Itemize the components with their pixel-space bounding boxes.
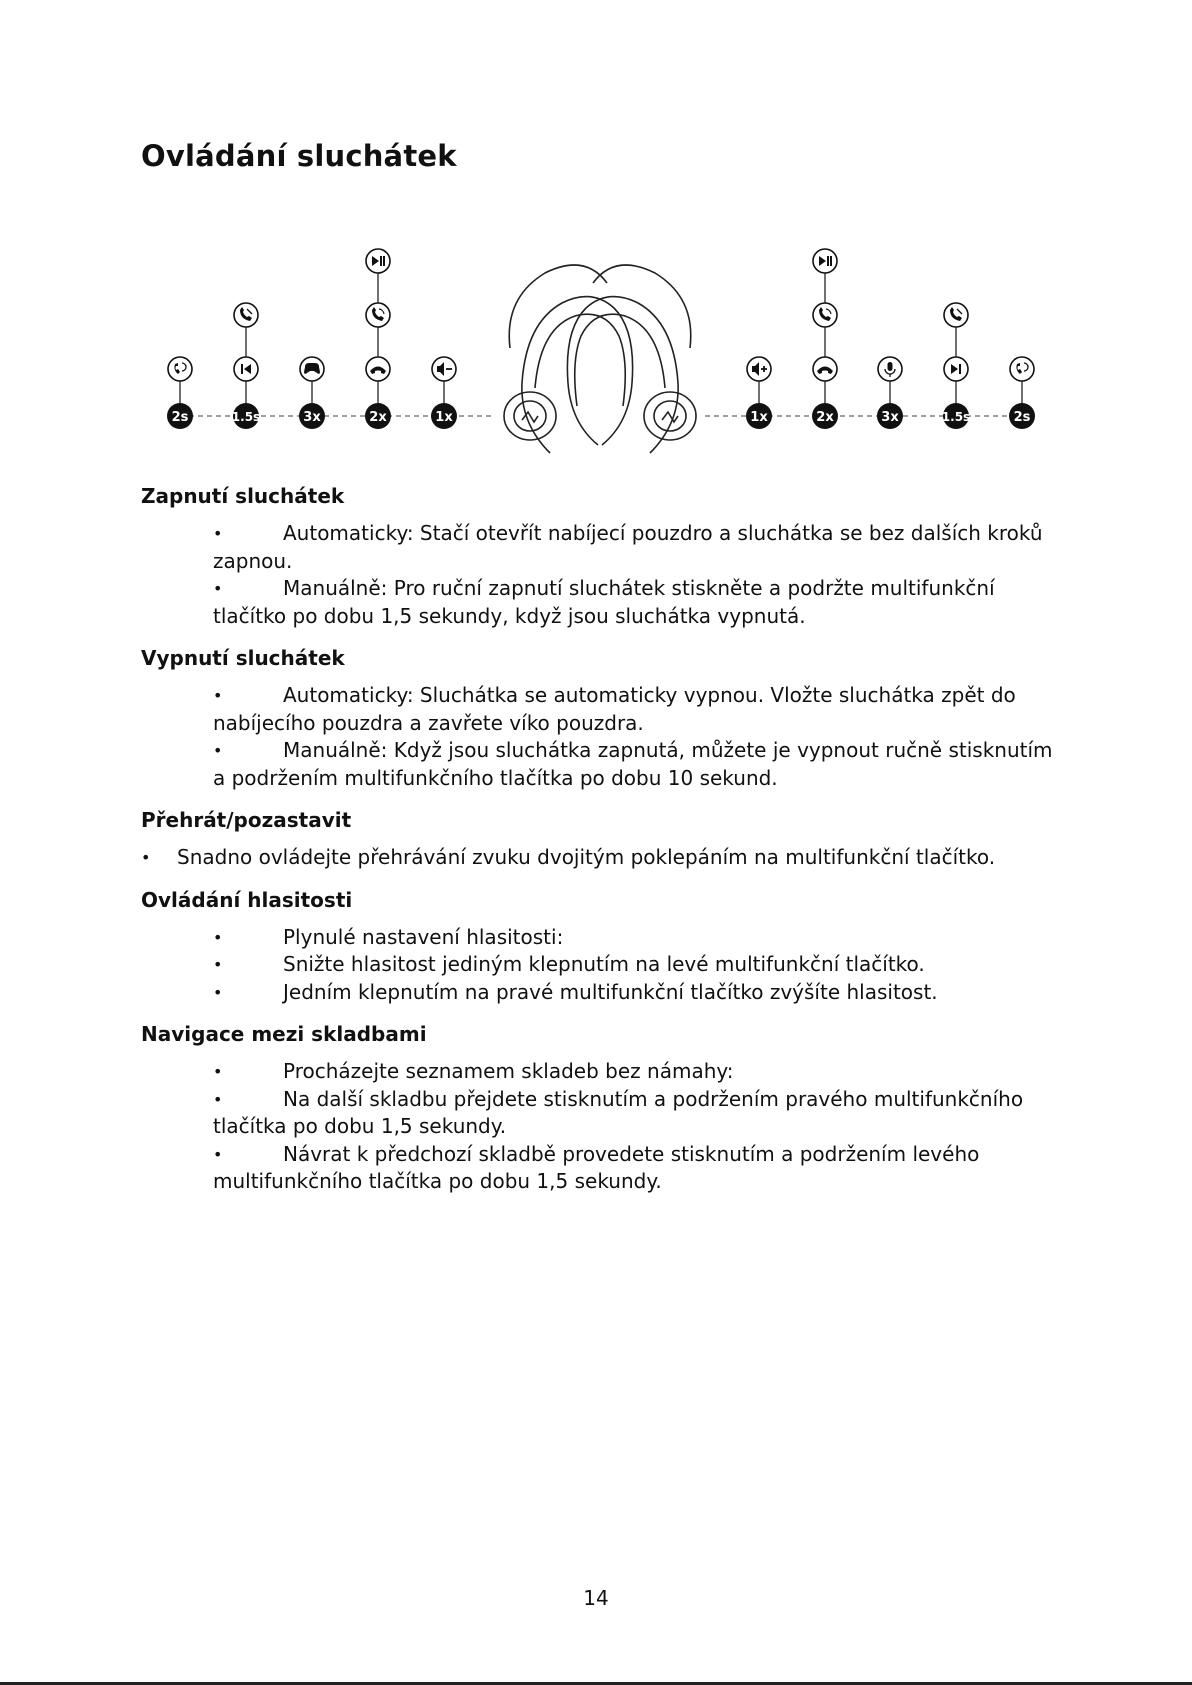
svg-text:1x: 1x xyxy=(435,410,453,425)
game-mode-icon xyxy=(300,357,324,381)
microphone-icon xyxy=(878,357,902,381)
svg-text:2s: 2s xyxy=(1013,410,1031,425)
right-bubble-3 xyxy=(877,403,903,429)
list-item: • Jedním klepnutím na pravé multifunkční tlačítko zvýšíte hlasitost. xyxy=(213,979,1071,1007)
section-volume xyxy=(141,880,1071,1007)
left-bubble-4 xyxy=(365,403,391,429)
voice-assistant-call-icon xyxy=(366,303,390,327)
right-bubble-2 xyxy=(812,403,838,429)
previous-track-icon xyxy=(234,357,258,381)
play-pause-icon xyxy=(366,249,390,273)
bullet-list xyxy=(213,924,1071,1007)
bullet-list xyxy=(141,844,1071,872)
svg-text:2x: 2x xyxy=(369,410,387,425)
reject-call-icon-right xyxy=(1010,357,1034,381)
section-heading: Přehrát/pozastavit xyxy=(141,808,352,832)
right-bubble-1 xyxy=(746,403,772,429)
svg-text:1.5s: 1.5s xyxy=(941,410,971,424)
left-bubble-3 xyxy=(299,403,325,429)
list-item: • Návrat k předchozí skladbě provedete stisknutím a podržením levého multifunkčního tlačítka po dobu 1,5 sekundy. xyxy=(213,1141,1071,1196)
list-item: • Manuálně: Pro ruční zapnutí sluchátek stiskněte a podržte multifunkční tlačítko po dobu 1,5 sekundy, když jsou sluchátka vypnutá. xyxy=(213,575,1071,630)
left-bubble-5 xyxy=(431,403,457,429)
svg-text:1x: 1x xyxy=(750,410,768,425)
list-item: • Automaticky: Sluchátka se automaticky vypnou. Vložte sluchátka zpět do nabíjecího pouzdra a zavřete víko pouzdra. xyxy=(213,682,1071,737)
page-title: Ovládání sluchátek xyxy=(141,139,457,173)
bullet-list xyxy=(213,1058,1071,1196)
answer-call-icon-right xyxy=(944,303,968,327)
volume-up-icon xyxy=(747,357,771,381)
earbud-controls-diagram xyxy=(150,238,1050,468)
left-bubble-1 xyxy=(167,403,193,429)
list-item: • Automaticky: Stačí otevřít nabíjecí pouzdro a sluchátka se bez dalších kroků zapnou. xyxy=(213,520,1071,575)
section-heading: Zapnutí sluchátek xyxy=(141,484,345,508)
list-item: • Snižte hlasitost jediným klepnutím na levé multifunkční tlačítko. xyxy=(213,951,1071,979)
section-heading: Vypnutí sluchátek xyxy=(141,646,345,670)
list-item: • Snadno ovládejte přehrávání zvuku dvojitým poklepáním na multifunkční tlačítko. xyxy=(141,844,1071,872)
section-play-pause xyxy=(141,800,1071,872)
bullet-list xyxy=(213,520,1071,630)
right-bubble-4 xyxy=(942,403,970,429)
content xyxy=(141,476,1071,1204)
svg-text:3x: 3x xyxy=(881,410,899,425)
reject-call-icon xyxy=(168,357,192,381)
list-item: • Plynulé nastavení hlasitosti: xyxy=(213,924,1071,952)
right-bubble-5 xyxy=(1009,403,1035,429)
volume-down-icon xyxy=(432,357,456,381)
section-power-off xyxy=(141,638,1071,792)
next-track-icon xyxy=(944,357,968,381)
svg-text:2x: 2x xyxy=(816,410,834,425)
svg-text:3x: 3x xyxy=(303,410,321,425)
answer-call-icon xyxy=(234,303,258,327)
bullet-list xyxy=(213,682,1071,792)
play-pause-icon-right xyxy=(813,249,837,273)
svg-text:1.5s: 1.5s xyxy=(231,410,261,424)
section-track-navigation xyxy=(141,1014,1071,1196)
page-number: 14 xyxy=(583,1586,609,1610)
list-item: • Procházejte seznamem skladeb bez námahy: xyxy=(213,1058,1071,1086)
hang-up-icon xyxy=(366,357,390,381)
left-bubble-2 xyxy=(232,403,260,429)
section-heading: Ovládání hlasitosti xyxy=(141,887,353,912)
section-heading: Navigace mezi skladbami xyxy=(141,1022,427,1046)
list-item: • Na další skladbu přejdete stisknutím a podržením pravého multifunkčního tlačítka po dobu 1,5 sekundy. xyxy=(213,1086,1071,1141)
svg-text:2s: 2s xyxy=(171,410,189,425)
list-item: • Manuálně: Když jsou sluchátka zapnutá, můžete je vypnout ručně stisknutím a podržením multifunkčního tlačítka po dobu 10 sekund. xyxy=(213,737,1071,792)
section-power-on xyxy=(141,476,1071,630)
hang-up-icon-right xyxy=(813,357,837,381)
voice-assistant-call-icon-right xyxy=(813,303,837,327)
